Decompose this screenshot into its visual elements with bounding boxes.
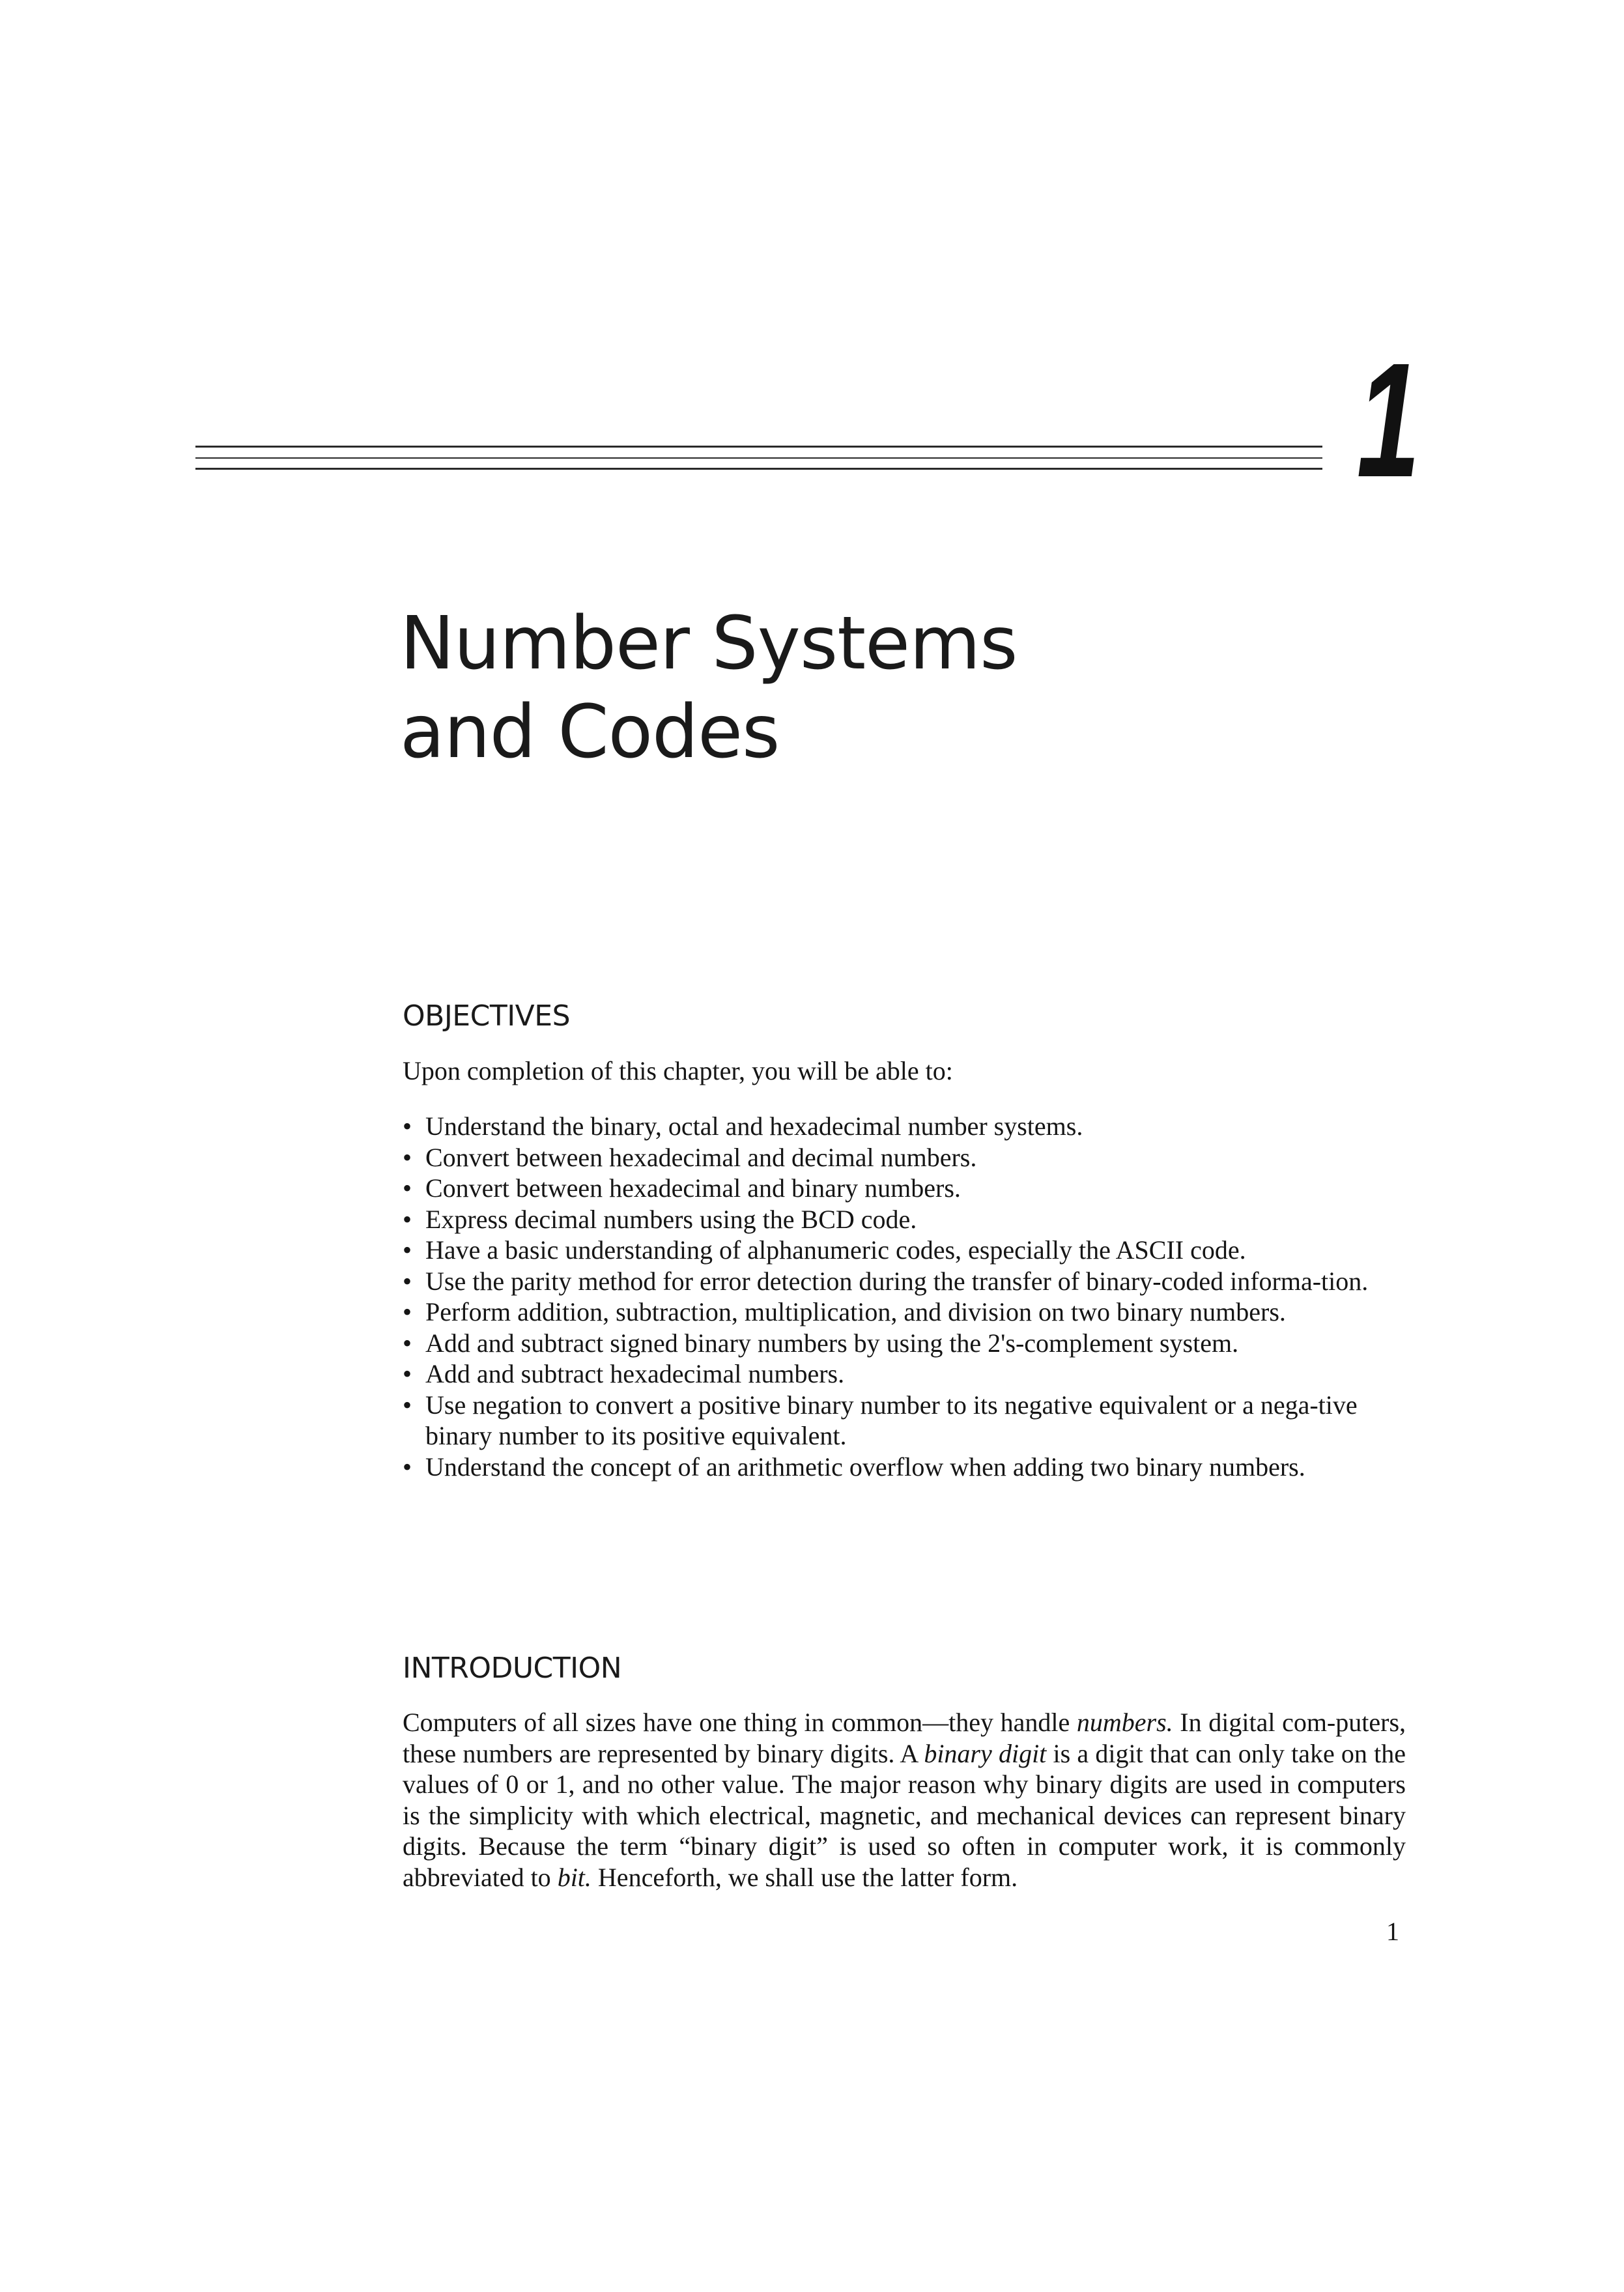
intro-text-1: Computers of all sizes have one thing in common—they handle xyxy=(403,1708,1077,1737)
objective-item: • Perform addition, subtraction, multiplication, and division on two binary numbers. xyxy=(403,1296,1406,1328)
intro-emphasis-numbers: numbers. xyxy=(1076,1708,1173,1737)
chapter-title-line-2: and Codes xyxy=(400,690,780,775)
objective-item: • Convert between hexadecimal and decimal numbers. xyxy=(403,1142,1406,1173)
objective-item: • Convert between hexadecimal and binary numbers. xyxy=(403,1173,1406,1204)
objectives-intro: Upon completion of this chapter, you will be able to: xyxy=(403,1056,953,1085)
chapter-rule-bottom xyxy=(195,468,1322,470)
introduction-paragraph xyxy=(403,1707,1406,1893)
objective-item: • Use negation to convert a positive binary number to its negative equivalent or a nega-tive binary number to its positive equivalent. xyxy=(403,1390,1406,1452)
objective-item: • Understand the concept of an arithmetic overflow when adding two binary numbers. xyxy=(403,1452,1406,1483)
objective-item: • Add and subtract hexadecimal numbers. xyxy=(403,1358,1406,1390)
objective-item: • Express decimal numbers using the BCD code. xyxy=(403,1204,1406,1235)
objectives-heading: OBJECTIVES xyxy=(403,999,571,1033)
objective-item: • Use the parity method for error detection during the transfer of binary-coded informa-tion. xyxy=(403,1266,1406,1297)
chapter-rule-top xyxy=(195,446,1322,448)
introduction-heading: INTRODUCTION xyxy=(403,1652,622,1685)
intro-emphasis-binary-digit: binary digit xyxy=(924,1738,1047,1768)
chapter-title xyxy=(400,599,1018,777)
page-number: 1 xyxy=(1386,1917,1399,1946)
objectives-list xyxy=(403,1111,1406,1482)
chapter-title-line-1: Number Systems xyxy=(400,601,1018,686)
chapter-number: 1 xyxy=(1356,329,1420,511)
objective-item: • Add and subtract signed binary numbers by using the 2's-complement system. xyxy=(403,1328,1406,1359)
objective-item: • Understand the binary, octal and hexadecimal number systems. xyxy=(403,1111,1406,1142)
chapter-rule-middle xyxy=(195,457,1322,459)
objective-item: • Have a basic understanding of alphanumeric codes, especially the ASCII code. xyxy=(403,1235,1406,1266)
intro-text-4: Henceforth, we shall use the latter form. xyxy=(591,1862,1018,1892)
intro-text-3: is a digit that can only take on the values of 0 or 1, and no other value. The major reason why binary digits are used in computers is the simplicity with which electrical, magnetic, and mechanical devices can represent binary digits. Because the term “binary digit” is used so often in computer work, it is commonly abbreviated to xyxy=(403,1738,1406,1892)
intro-emphasis-bit: bit. xyxy=(557,1862,591,1892)
intro-text-2: In digital com-puters, these numbers are represented by binary digits. A xyxy=(403,1708,1406,1768)
